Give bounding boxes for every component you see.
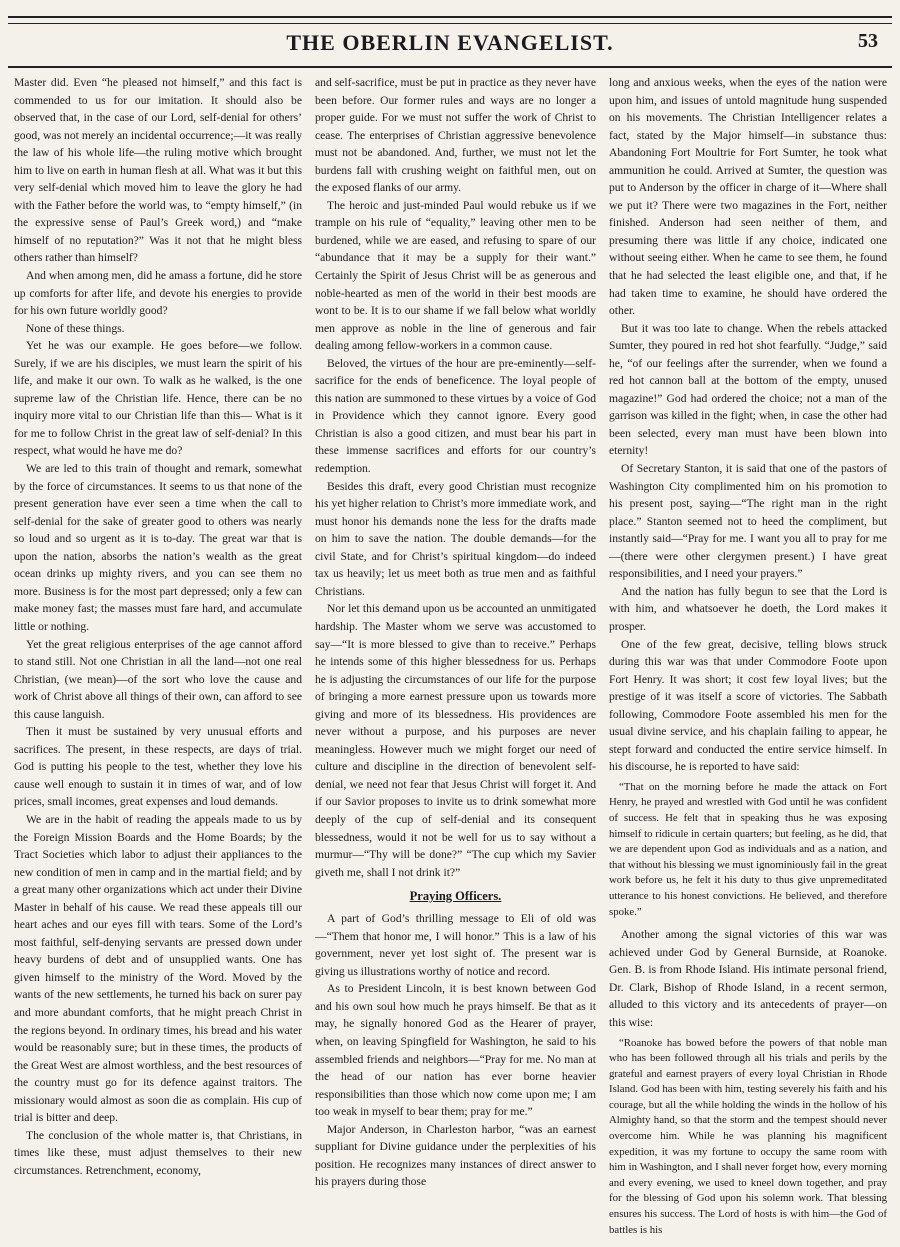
paragraph: We are led to this train of thought and remark, somewhat by the force of circumstances. It seems to us that none of the present generation have ever seen a time when the call to self-denial for the sake of greater good to others was nearly so loud and so urgent as it is to-day. The great war that is upon the nation, absorbs the nation’s wealth as the great ocean drinks up mighty rivers, and you can see them no more. Business is for the most part depressed; only a few can make money fast; the masses must fare hard, and accumulate little or nothing. <box>14 462 302 633</box>
paragraph: Besides this draft, every good Christian must recognize his yet higher relation to Christ’s more immediate work, and must honor his demands none the less for the drafts made on him to save the nation. The double demands—for the civil State, and for Christ’s spiritual kingdom—do indeed tax us heavily; let us meet both as true men and as faithful Christians. <box>315 479 596 598</box>
page-header <box>0 30 900 64</box>
paragraph: long and anxious weeks, when the eyes of the nation were upon him, and issues of untold magnitude hung suspended on his movements. The Christian Intelligencer relates a fact, stated by the Major himself—in substance thus: Abandoning Fort Moultrie for Fort Sumter, he took what ammunition he could. Arrived at Sumter, the question was put to Anderson by the officer in charge of it—Where shall we put it? There were two magazines in the Fort, neither finished. Anderson had seen neither of them, and presuming there was little if any choice, indicated one without seeing either. When he came to see them, he found that he had selected the least eligible one, and that, if he had taken time to examine, he should have ordered the other. <box>609 76 887 318</box>
article-columns <box>12 74 890 1247</box>
column-3 <box>607 74 889 1247</box>
paragraph: And when among men, did he amass a fortune, did he store up comforts for after life, and devote his energies to provide for his own future worldly good? <box>14 269 302 318</box>
paragraph: And the nation has fully begun to see that the Lord is with him, and whatsoever he doeth, the Lord makes it prosper. <box>609 584 887 633</box>
paragraph: But it was too late to change. When the rebels attacked Sumter, they poured in red hot shot fearfully. “Judge,” said he, “of our feelings after the surrender, when we found a red hot cannon ball at the bottom of the empty, unused magazine!” God had ordered the choice; not a man of the garrison was killed in the fight; when, in case the other had been selected, every man must have been blown into eternity! <box>609 321 887 458</box>
paragraph: The heroic and just-minded Paul would rebuke us if we trample on his rule of “equality,” leaving other men to be burdened, while we are eased, and refusing to spare of our “abundance that it may be a supply for their want.” Certainly the Spirit of Jesus Christ will be as generous and noble-hearted as men of the world in their best moods are wont to be. It is to our shame if we fall below what worldly men approve as noble in the line of generous and fair dealing among fellow-workers in a common cause. <box>315 198 596 353</box>
top-rule <box>8 16 892 24</box>
paragraph: Master did. Even “he pleased not himself,” and this fact is commended to us for our imitation. It should also be observed that, in the case of our Lord, self-denial for others’ good, was not merely an incidental occurrence;—it was really the law of his whole life—the ruling motive which brought him to live on earth in human flesh at all. What was it but this very self-denial which moved him to leave the glory he had with the Father before the world was, to “empty himself,” (in the expressive sense of Paul’s Greek word,) and “make himself of no reputation?” Was it not that he might bless others rather than himself? <box>14 76 302 265</box>
paragraph: Another among the signal victories of this war was achieved under God by General Burnside, at Roanoke. Gen. B. is from Rhode Island. His intimate personal friend, Dr. Clark, Bishop of Rhode Island, in a recent sermon, alluded to this victory and its antecedents of prayer—on this wise: <box>609 928 887 1029</box>
paragraph: One of the few great, decisive, telling blows struck during this war was that under Commodore Foote upon Fort Henry. It was short; it cost few loyal lives; but the prestige of it was itself a score of victories. The Sabbath following, Commodore Foote assembled his men for the usual divine service, and his chaplain failing to appear, he stept forward and conducted the entire service himself. In his discourse, he is reported to have said: <box>609 637 887 774</box>
block-quote: “Roanoke has bowed before the powers of that noble man who has been followed through all his trials and perils by the grateful and earnest prayers of every loyal Christian in Rhode Island. God has been with him, testing severely his faith and his courage, but all the while holding the winds in the hollow of his Almighty hand, so that the storm and the tempest should never overcome him. While he was planning his magnificent expedition, it was my fortune to occupy the same room with him in Washington, and I shall never forget how, every morning and every evening, we used to kneel down together, and pray for the blessing of God upon his solemn work. That blessing ensures his success. The Lord of hosts is with him—the God of battles is his <box>609 1036 887 1236</box>
paragraph: Major Anderson, in Charleston harbor, “was an earnest suppliant for Divine guidance under the perplexities of his position. He recognizes many instances of direct answer to his prayers during those <box>315 1122 596 1189</box>
paragraph: We are in the habit of reading the appeals made to us by the Foreign Mission Boards and the Home Boards; by the Tract Societies which labor to adjust their appliances to the new condition of men in camp and in the martial field; and by a great many other organizations which act under their Divine Master in behalf of his cause. We read these appeals till our heart aches and our eyes fill with tears. Some of the Lord’s most faithful, self-denying servants are pressed down under heavy burdens of debt and of unsupplied wants. One has given himself to the ministry of the Word. Moved by the wants of the new settlements, he turned his back on surer pay and more abundant comforts, that he might preach Christ in the regions beyond. In ordinary times, his bread and his water would be reasonably sure; but in these times, the products of the Great West are almost worthless, and the best resources of the country must go for its defence against traitors. The missionary would almost as soon die as complain. His cup of trial is bitter and deep. <box>14 812 302 1125</box>
paragraph: Yet the great religious enterprises of the age cannot afford to stand still. Not one Christian in all the land—not one real Christian, (we mean)—of the sort who love the cause and work of Christ above all things of their own, can afford to see this cause languish. <box>14 637 302 721</box>
paragraph: Of Secretary Stanton, it is said that one of the pastors of Washington City complimented him on his promotion to his present post, saying—“The right man in the right place.” Stanton seemed not to heed the compliment, but instantly said—“Pray for me. I want you all to pray for me—(there were other clergymen present.) I have great responsibilities, and I need your prayers.” <box>609 462 887 581</box>
paragraph: Then it must be sustained by very unusual efforts and sacrifices. The present, in these respects, are days of trial. God is putting his people to the test, whether they love his cause well enough to sustain it in times of war, and of low prices, small incomes, great expenses and loud demands. <box>14 725 302 809</box>
paragraph: A part of God’s thrilling message to Eli of old was—“Them that honor me, I will honor.” This is a law of his government, never yet lost sight of. The present war is giving us illustrations worthy of notice and record. <box>315 912 596 978</box>
header-rule <box>8 66 892 71</box>
page-number: 53 <box>858 30 878 52</box>
paragraph: Nor let this demand upon us be accounted an unmitigated hardship. The Master whom we serve was accustomed to say—“It is more blessed to give than to receive.” Perhaps he intends some of this higher blessedness for us. Perhaps he is adjusting the circumstances of our life for the purpose of bringing a more earnest pressure upon us towards more giving and more of its blessedness. His providences are never without a purpose, and his purposes are never meaningless. However much we might forget our need of culture and discipline in the direction of benevolent self-denial, we need not fear that Jesus Christ will forget it. And if our Savior proposes to invite us to drink somewhat more deeply of the cup of self-denial and its consequent blessedness, would it not be well for us to say without a murmur—“Thy will be done?” “The cup which my Savier giveth me, shall I not drink it?” <box>315 602 596 879</box>
paragraph: The conclusion of the whole matter is, that Christians, in times like these, must adjust themselves to their new circumstances. Retrenchment, economy, <box>14 1128 302 1177</box>
paragraph: Yet he was our example. He goes before—we follow. Surely, if we are his disciples, we must learn the spirit of his life, and make it our own. To walk as he walked, is the one supreme law of the Christian life. Hence, there can be no inquiry more vital to our Christian life than this— What is it for me to follow Christ in the great law of self-denial? In this respect, what would he have me do? <box>14 339 302 458</box>
paragraph: None of these things. <box>26 321 125 335</box>
block-quote: “That on the morning before he made the attack on Fort Henry, he prayed and wrestled with God until he was confident of success. He felt that in speaking thus he was exposing himself to ridicule in certain quarters; but feeling, as he did, that we are dependent upon God as individuals and as a nation, and that without his blessing we must ignominiously fail in the great work before us, he felt it his duty to thus give unpremeditated utterance to his honest convictions. He believed, and therefore spoke.” <box>609 780 887 918</box>
column-1 <box>12 74 304 1247</box>
section-heading: Praying Officers. <box>409 889 502 904</box>
masthead-title: THE OBERLIN EVANGELIST. <box>286 30 614 55</box>
paragraph: As to President Lincoln, it is best known between God and his own soul how much he prays himself. Be that as it may, he signally honored God as the Hearer of prayer, when, on leaving Spingfield for Washington, he said to his assembled friends and neighbors—“Pray for me. No man at the head of our nation has ever borne heavier responsibilities than those which now come upon me; I am too weak in myself to bear them; pray for me.” <box>315 982 596 1119</box>
column-2 <box>313 74 598 1247</box>
paragraph: and self-sacrifice, must be put in practice as they never have been before. Our former rules and ways are no longer a proper guide. For we must not suffer the work of Christ to cease. The enterprises of Christian aggressive benevolence must not be abandoned. And, further, we must not let the burdens fall with crushing weight on faithful men, out on the exposed flanks of our army. <box>315 76 596 195</box>
paragraph: Beloved, the virtues of the hour are pre-eminently—self-sacrifice for the ends of beneficence. The loyal people of this nation are summoned to these virtues by a voice of God in Providence which they cannot ignore. Every good Christian is also a good citizen, and must bear his part in these immense sacrifices and efforts for our country’s redemption. <box>315 356 596 476</box>
